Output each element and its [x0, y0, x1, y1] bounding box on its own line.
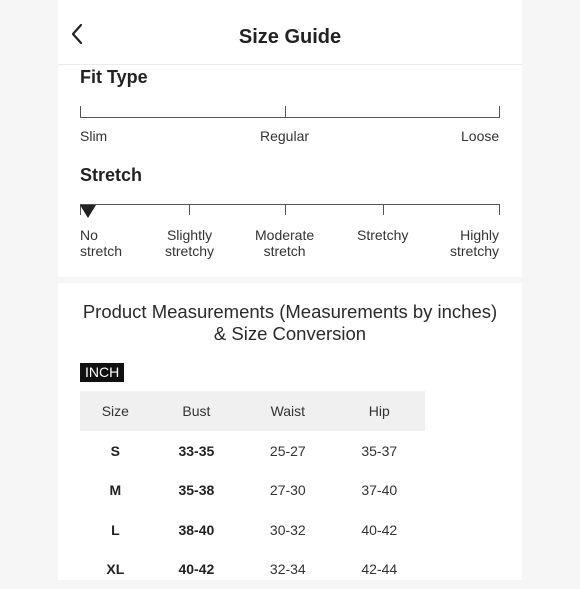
- cell-size: XL: [80, 550, 151, 589]
- cell-waist: 32-34: [242, 550, 333, 589]
- table-row: [80, 471, 425, 511]
- page-title: Size Guide: [58, 26, 522, 49]
- cell-bust: 40-42: [151, 550, 242, 589]
- cell-size: S: [80, 431, 151, 471]
- cell-size: L: [80, 510, 151, 550]
- table-header-row: [80, 391, 425, 431]
- fit-label-regular: Regular: [260, 128, 309, 144]
- fit-tick-regular: [285, 106, 286, 117]
- cell-hip: 42-44: [334, 550, 425, 589]
- unit-badge[interactable]: INCH: [80, 363, 124, 382]
- size-guide-screen: [58, 0, 522, 580]
- fit-type-title: Fit Type: [80, 67, 148, 88]
- fit-label-slim: Slim: [80, 128, 107, 144]
- cell-size: M: [80, 471, 151, 511]
- cell-bust: 35-38: [151, 471, 242, 511]
- stretch-tick-moderate: [285, 204, 286, 215]
- stretch-selected-marker: [80, 205, 96, 218]
- table-row: [80, 510, 425, 550]
- column-header-hip: Hip: [334, 391, 425, 431]
- stretch-title: Stretch: [80, 165, 142, 186]
- column-header-bust: Bust: [151, 391, 242, 431]
- table-row: [80, 550, 425, 589]
- cell-bust: 38-40: [151, 510, 242, 550]
- size-table: [80, 391, 425, 589]
- stretch-scale: [80, 204, 500, 205]
- cell-hip: 37-40: [334, 471, 425, 511]
- stretch-tick-stretchy: [383, 204, 384, 215]
- stretch-label-highly: Highly stretchy: [450, 227, 499, 259]
- cell-hip: 40-42: [334, 510, 425, 550]
- cell-waist: 25-27: [242, 431, 333, 471]
- stretch-tick-highly: [499, 204, 500, 215]
- cell-waist: 30-32: [242, 510, 333, 550]
- cell-bust: 33-35: [151, 431, 242, 471]
- table-row: [80, 431, 425, 471]
- column-header-waist: Waist: [242, 391, 333, 431]
- column-header-size: Size: [80, 391, 151, 431]
- stretch-tick-slightly: [189, 204, 190, 215]
- fit-tick-slim: [80, 106, 81, 117]
- header: [58, 0, 522, 65]
- cell-hip: 35-37: [334, 431, 425, 471]
- fit-label-loose: Loose: [461, 128, 499, 144]
- measurements-card: [58, 283, 522, 580]
- fit-card: [58, 65, 522, 277]
- cell-waist: 27-30: [242, 471, 333, 511]
- stretch-label-stretchy: Stretchy: [357, 227, 408, 243]
- stretch-label-slightly: Slightly stretchy: [165, 227, 214, 259]
- stretch-label-moderate: Moderate stretch: [255, 227, 314, 259]
- fit-type-scale: [80, 117, 500, 118]
- stretch-label-no: No stretch: [80, 227, 122, 259]
- fit-tick-loose: [499, 106, 500, 117]
- measurements-title: Product Measurements (Measurements by inches) & Size Conversion: [78, 301, 502, 345]
